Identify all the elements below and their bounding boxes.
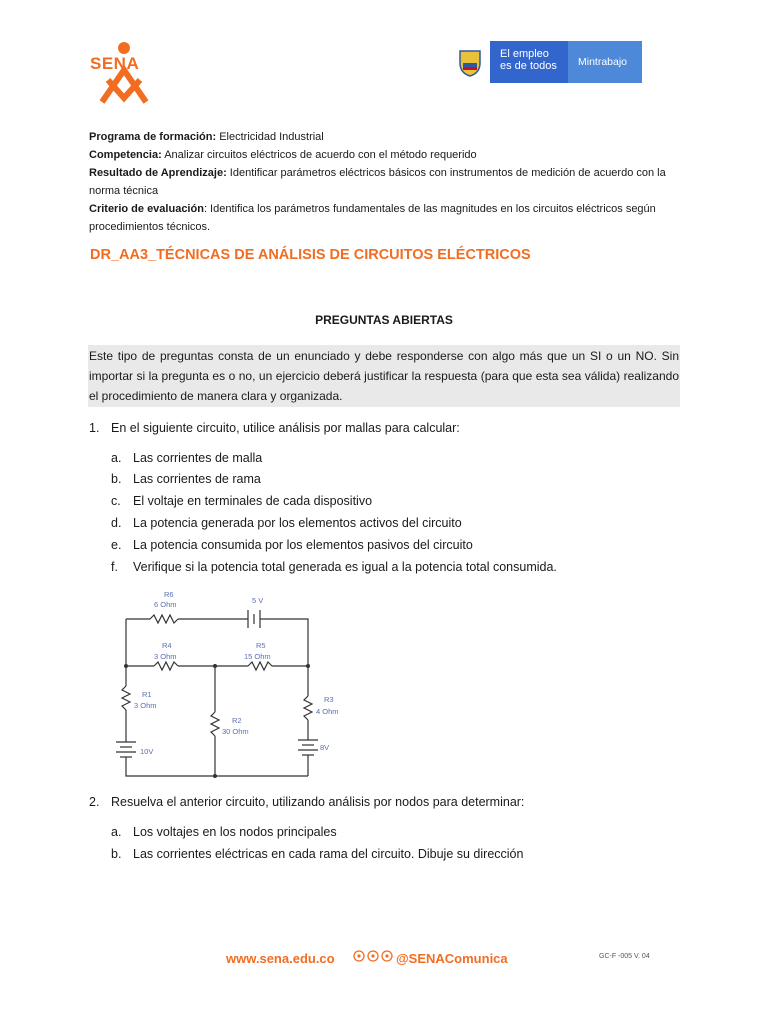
- r5-resistor: [248, 662, 272, 670]
- q1-item-text: La potencia generada por los elementos activos del circuito: [133, 516, 462, 530]
- gov-slogan: El empleo es de todos: [490, 41, 568, 83]
- q1-number: 1.: [89, 421, 100, 435]
- gov-banner: [450, 41, 642, 83]
- footer-social-handle[interactable]: @SENAComunica: [396, 951, 508, 966]
- r5-value: 15 Ohm: [244, 652, 271, 661]
- q2-number: 2.: [89, 795, 100, 809]
- q1-item-text: La potencia consumida por los elementos pasivos del circuito: [133, 538, 473, 552]
- footer-url[interactable]: www.sena.edu.co: [226, 951, 335, 966]
- r6-name: R6: [164, 590, 174, 599]
- q1-item-letter: b.: [111, 472, 122, 486]
- node-dot: [124, 664, 128, 668]
- q2-text: Resuelva el anterior circuito, utilizando análisis por nodos para determinar:: [111, 795, 525, 809]
- v10-label: 10V: [140, 747, 154, 756]
- social-icons: [353, 950, 393, 962]
- intro-paragraph: Este tipo de preguntas consta de un enunciado y debe responderse con algo más que un SI o un NO. Sin importar si la pregunta es o no, un ejercicio deberá justificar la respuesta (para que esta sea válida) realizando el procedimiento de manera clara y organizada.: [88, 345, 680, 407]
- r4-value: 3 Ohm: [154, 652, 177, 661]
- r1-value: 3 Ohm: [134, 701, 157, 710]
- r2-resistor: [211, 712, 219, 736]
- r4-resistor: [154, 662, 178, 670]
- node-dot: [306, 664, 310, 668]
- circuit-diagram: [110, 588, 340, 788]
- q2-item-letter: b.: [111, 847, 122, 861]
- meta-criterio: Criterio de evaluación: Identifica los parámetros fundamentales de las magnitudes en los circuitos eléctricos según procedimientos técnicos.: [89, 203, 656, 233]
- form-code: GC-F -005 V. 04: [599, 953, 650, 960]
- q1-item-letter: a.: [111, 451, 122, 465]
- q1-item-letter: f.: [111, 560, 118, 574]
- q1-text: En el siguiente circuito, utilice análisis por mallas para calcular:: [111, 421, 460, 435]
- q1-item-letter: d.: [111, 516, 122, 530]
- r4-name: R4: [162, 641, 172, 650]
- r2-value: 30 Ohm: [222, 727, 249, 736]
- sena-logo: [88, 40, 160, 112]
- r5-name: R5: [256, 641, 266, 650]
- q1-item-text: El voltaje en terminales de cada dispositivo: [133, 494, 373, 508]
- node-dot: [213, 664, 217, 668]
- q2-item-text: Los voltajes en los nodos principales: [133, 825, 337, 839]
- meta-programa: Programa de formación: Electricidad Industrial: [89, 131, 324, 143]
- r3-resistor: [304, 696, 312, 720]
- colombia-crest-icon: [450, 41, 490, 83]
- r3-value: 4 Ohm: [316, 707, 339, 716]
- v8-label: 8V: [320, 743, 330, 752]
- twitter-icon[interactable]: [353, 950, 365, 962]
- page-title: DR_AA3_TÉCNICAS DE ANÁLISIS DE CIRCUITOS ELÉCTRICOS: [90, 247, 531, 263]
- r1-resistor: [122, 686, 130, 710]
- r2-name: R2: [232, 716, 242, 725]
- q1-item-letter: e.: [111, 538, 122, 552]
- ministry-name: Mintrabajo: [568, 41, 642, 83]
- meta-competencia: Competencia: Analizar circuitos eléctricos de acuerdo con el método requerido: [89, 149, 477, 161]
- facebook-icon[interactable]: [367, 950, 379, 962]
- r6-value: 6 Ohm: [154, 600, 177, 609]
- course-meta: [89, 128, 689, 236]
- r6-resistor: [150, 615, 178, 623]
- q2-item-letter: a.: [111, 825, 122, 839]
- meta-resultado: Resultado de Aprendizaje: Identificar parámetros eléctricos básicos con instrumentos de medición de acuerdo con la norma técnica: [89, 167, 666, 197]
- node-dot: [213, 774, 217, 778]
- section-heading: PREGUNTAS ABIERTAS: [315, 313, 453, 327]
- q1-item-text: Verifique si la potencia total generada es igual a la potencia total consumida.: [133, 560, 557, 574]
- sena-logo-figure-icon: [88, 40, 160, 112]
- q1-item-text: Las corrientes de rama: [133, 472, 261, 486]
- instagram-icon[interactable]: [381, 950, 393, 962]
- q1-item-letter: c.: [111, 494, 121, 508]
- q1-item-text: Las corrientes de malla: [133, 451, 263, 465]
- v5-label: 5 V: [252, 596, 264, 605]
- r3-name: R3: [324, 695, 334, 704]
- sena-logo-text: SENA: [90, 54, 140, 73]
- r1-name: R1: [142, 690, 152, 699]
- q2-item-text: Las corrientes eléctricas en cada rama del circuito. Dibuje su dirección: [133, 847, 524, 861]
